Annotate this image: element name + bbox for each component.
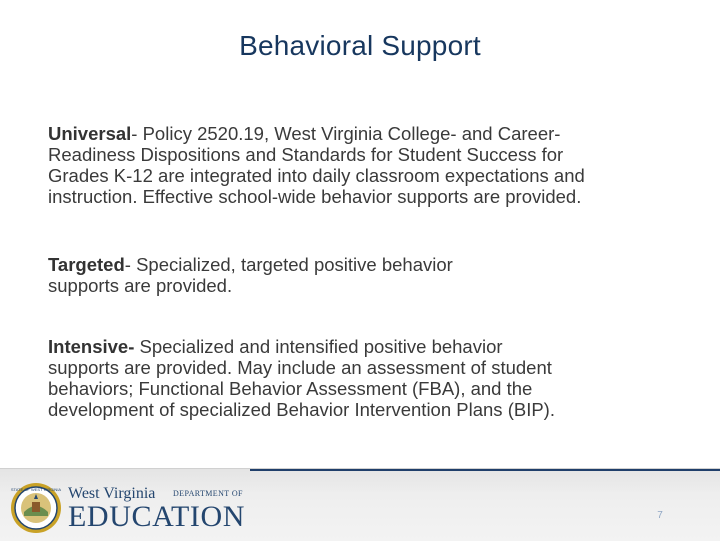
targeted-paragraph [48, 254, 688, 296]
state-seal-icon [10, 482, 62, 534]
footer-accent-line [250, 469, 720, 471]
logo-department-label: DEPARTMENT OF [173, 489, 243, 498]
intensive-paragraph [48, 336, 688, 420]
footer-bar [0, 468, 720, 541]
universal-text: - Policy 2520.19, West Virginia College- and Career- Readiness Dispositions and Standards for Student Success for Grades K-12 are integrated into daily classroom expectations and instruction. Effective school-wide behavior supports are provided. [48, 123, 585, 207]
seal-text: STATE OF WEST VIRGINIA [10, 487, 62, 492]
wv-education-logo [68, 485, 258, 535]
intensive-term: Intensive- [48, 336, 135, 357]
slide-title: Behavioral Support [239, 30, 481, 61]
page-number: 7 [657, 510, 663, 521]
universal-paragraph [48, 123, 688, 207]
targeted-term: Targeted [48, 254, 125, 275]
logo-education-label: EDUCATION [68, 500, 246, 533]
universal-term: Universal [48, 123, 132, 144]
targeted-text: - Specialized, targeted positive behavior supports are provided. [48, 254, 453, 296]
intensive-text: Specialized and intensified positive behavior supports are provided. May include an assessment of student behaviors; Functional Behavior Assessment (FBA), and the development of specialized Behavior Intervention Plans (BIP). [48, 336, 555, 420]
logo-state-name: West Virginia [68, 485, 156, 502]
